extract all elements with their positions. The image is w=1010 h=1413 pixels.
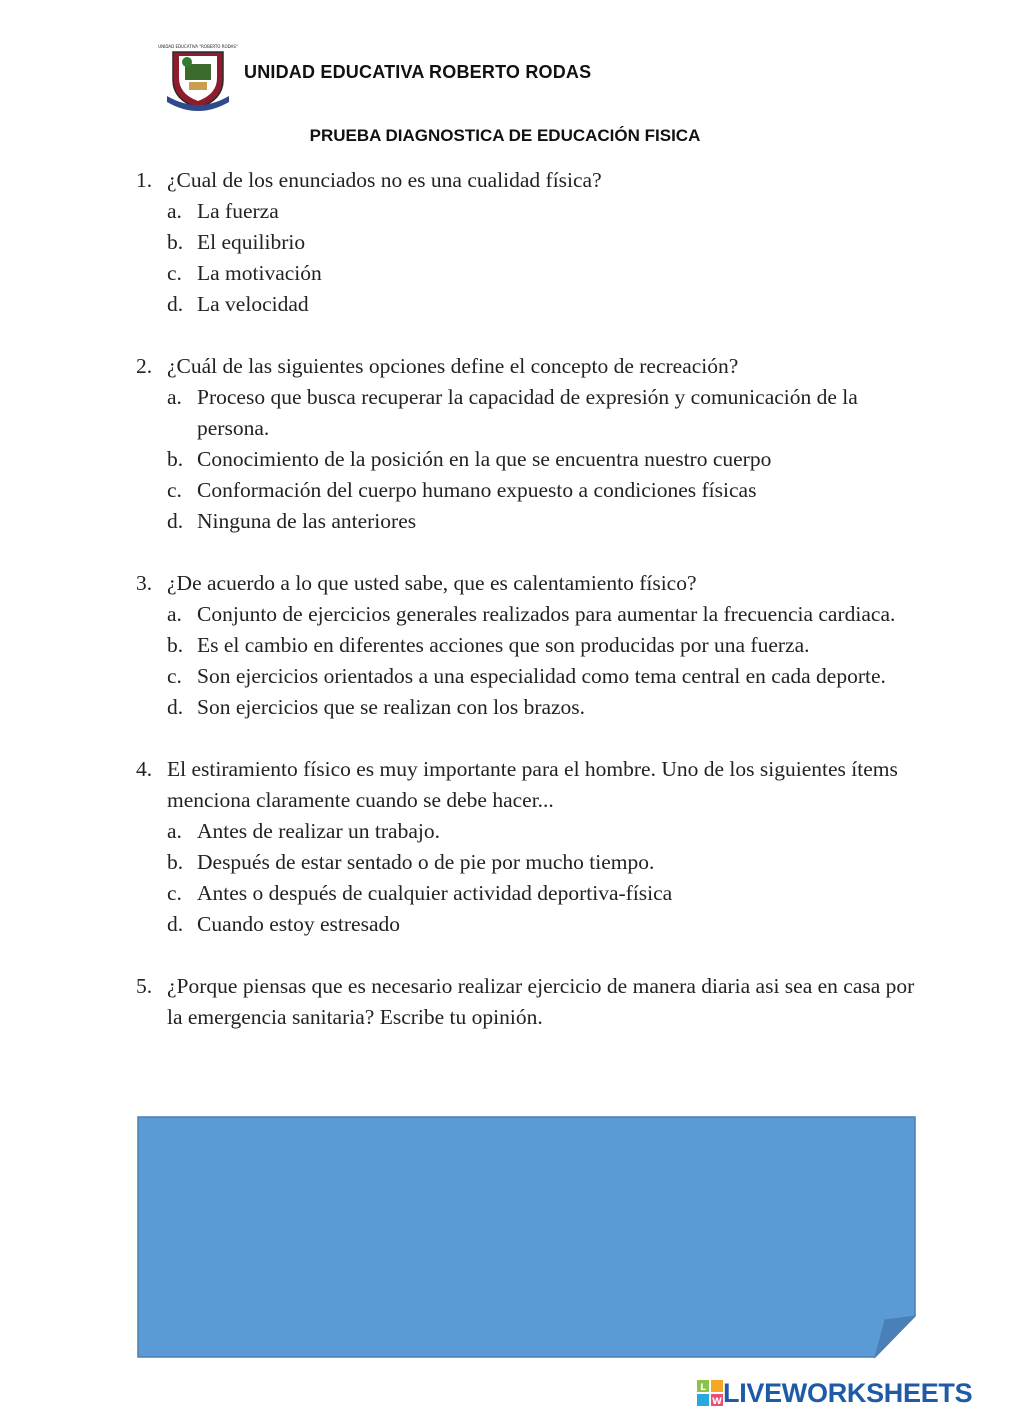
option-item bbox=[167, 909, 916, 940]
question-4 bbox=[136, 754, 916, 940]
question-number: 5. bbox=[136, 974, 153, 998]
option-text: Conjunto de ejercicios generales realizados para aumentar la frecuencia cardiaca. bbox=[197, 602, 896, 626]
option-text: Cuando estoy estresado bbox=[197, 912, 401, 936]
option-letter: c. bbox=[167, 261, 182, 285]
option-letter: b. bbox=[167, 633, 184, 657]
option-letter: b. bbox=[167, 850, 184, 874]
option-text: Es el cambio en diferentes acciones que son producidas por una fuerza. bbox=[197, 633, 810, 657]
school-crest-logo bbox=[158, 38, 238, 112]
school-name: UNIDAD EDUCATIVA ROBERTO RODAS bbox=[244, 62, 592, 82]
option-item bbox=[167, 475, 916, 506]
logo-letter-w: W bbox=[712, 1397, 722, 1407]
question-2 bbox=[136, 351, 916, 537]
option-item bbox=[167, 506, 916, 537]
option-item bbox=[167, 444, 916, 475]
option-item bbox=[167, 878, 916, 909]
question-number: 4. bbox=[136, 757, 153, 781]
question-number: 3. bbox=[136, 571, 153, 595]
option-letter: a. bbox=[167, 385, 182, 409]
crest-caption: UNIDAD EDUCATIVA "ROBERTO RODAS" bbox=[158, 44, 238, 49]
option-letter: b. bbox=[167, 447, 184, 471]
option-text: La velocidad bbox=[197, 292, 309, 316]
question-text: El estiramiento físico es muy importante para el hombre. Uno de los siguientes ítems menciona claramente cuando se debe hacer... bbox=[167, 757, 898, 812]
option-item bbox=[167, 847, 916, 878]
question-list bbox=[136, 165, 916, 1064]
option-text: Ninguna de las anteriores bbox=[197, 509, 417, 533]
option-letter: d. bbox=[167, 292, 184, 316]
option-text: El equilibrio bbox=[197, 230, 306, 254]
question-text: ¿De acuerdo a lo que usted sabe, que es calentamiento físico? bbox=[167, 571, 697, 595]
option-letter: d. bbox=[167, 695, 184, 719]
option-letter: b. bbox=[167, 230, 184, 254]
option-item bbox=[167, 692, 916, 723]
question-number: 2. bbox=[136, 354, 153, 378]
option-letter: a. bbox=[167, 199, 182, 223]
option-item bbox=[167, 227, 916, 258]
option-text: Conformación del cuerpo humano expuesto a condiciones físicas bbox=[197, 478, 757, 502]
test-title: PRUEBA DIAGNOSTICA DE EDUCACIÓN FISICA bbox=[309, 126, 701, 145]
option-text: Son ejercicios que se realizan con los brazos. bbox=[197, 695, 586, 719]
answer-text-box[interactable] bbox=[137, 1116, 917, 1358]
liveworksheets-logo bbox=[697, 1375, 972, 1411]
question-1 bbox=[136, 165, 916, 320]
question-text: ¿Cual de los enunciados no es una cualidad física? bbox=[167, 168, 602, 192]
option-letter: c. bbox=[167, 478, 182, 502]
question-text: ¿Cuál de las siguientes opciones define el concepto de recreación? bbox=[167, 354, 739, 378]
logo-letter-l: L bbox=[700, 1383, 706, 1393]
option-item bbox=[167, 196, 916, 227]
option-text: Antes de realizar un trabajo. bbox=[197, 819, 440, 843]
option-letter: a. bbox=[167, 602, 182, 626]
option-item bbox=[167, 816, 916, 847]
option-item bbox=[167, 258, 916, 289]
question-text: ¿Porque piensas que es necesario realizar ejercicio de manera diaria asi sea en casa por la emergencia sanitaria? Escribe tu opinión. bbox=[167, 974, 915, 1029]
option-item bbox=[167, 289, 916, 320]
option-text: La motivación bbox=[197, 261, 322, 285]
option-letter: c. bbox=[167, 881, 182, 905]
option-text: Conocimiento de la posición en la que se encuentra nuestro cuerpo bbox=[197, 447, 772, 471]
option-text: Proceso que busca recuperar la capacidad de expresión y comunicación de la persona. bbox=[197, 385, 858, 440]
option-letter: d. bbox=[167, 912, 184, 936]
option-item bbox=[167, 599, 916, 630]
option-letter: c. bbox=[167, 664, 182, 688]
option-text: Son ejercicios orientados a una especialidad como tema central en cada deporte. bbox=[197, 664, 886, 688]
question-3 bbox=[136, 568, 916, 723]
option-item bbox=[167, 661, 916, 692]
question-number: 1. bbox=[136, 168, 153, 192]
question-5 bbox=[136, 971, 916, 1033]
option-text: Antes o después de cualquier actividad deportiva-física bbox=[197, 881, 673, 905]
option-text: La fuerza bbox=[197, 199, 279, 223]
option-item bbox=[167, 382, 916, 444]
option-letter: d. bbox=[167, 509, 184, 533]
liveworksheets-icon bbox=[697, 1380, 723, 1406]
liveworksheets-brand: LIVEWORKSHEETS bbox=[723, 1377, 973, 1408]
option-item bbox=[167, 630, 916, 661]
option-text: Después de estar sentado o de pie por mucho tiempo. bbox=[197, 850, 655, 874]
option-letter: a. bbox=[167, 819, 182, 843]
